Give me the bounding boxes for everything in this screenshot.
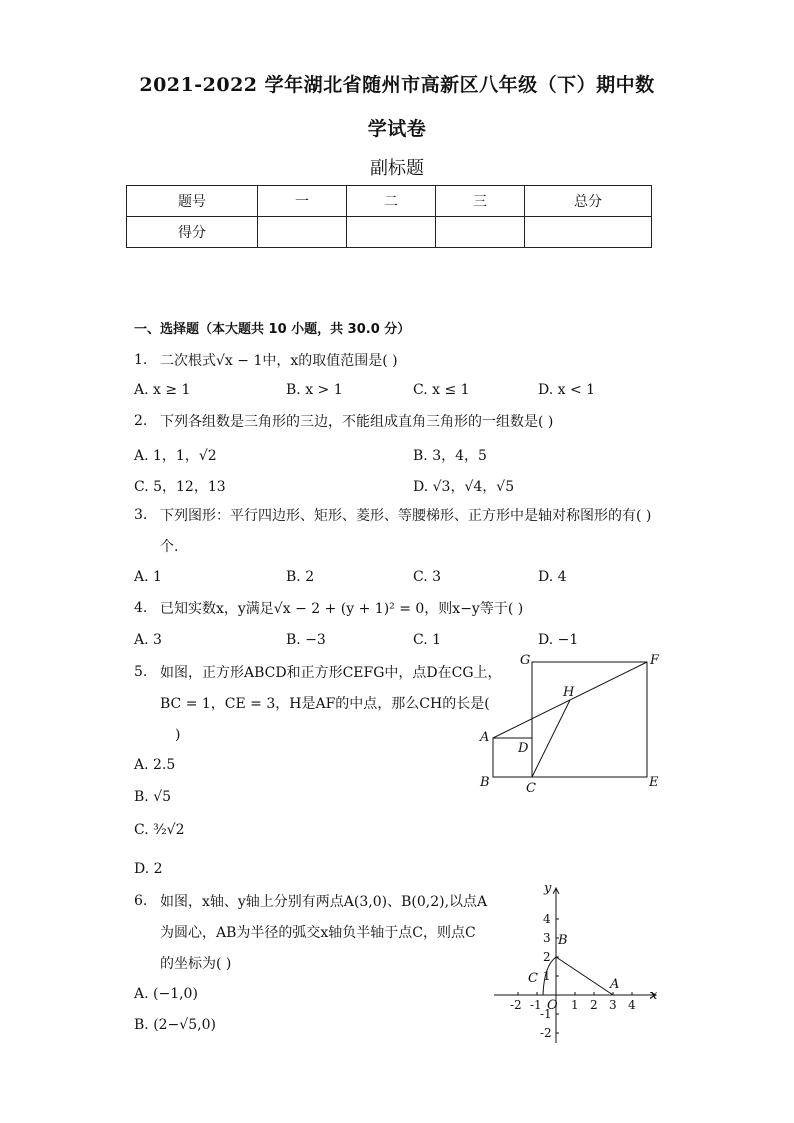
option: C. 3	[413, 569, 442, 585]
question-text: BC = 1，CE = 3，H是AF的中点，那么CH的长是(	[160, 696, 490, 712]
option: A. 1	[134, 569, 162, 585]
score-cell: 总分	[525, 186, 652, 217]
point-b-label: B	[558, 933, 568, 948]
y-tick-label: 3	[543, 931, 551, 945]
option: A. 3	[134, 632, 162, 648]
score-cell: 得分	[127, 217, 258, 248]
x-tick-label: -2	[510, 998, 522, 1012]
square-cefg	[532, 662, 647, 777]
point-a-label: A	[610, 977, 620, 992]
question-text: 二次根式√x − 1中，x的取值范围是( )	[160, 353, 398, 369]
question-text: 为圆心，AB为半径的弧交x轴负半轴于点C，则点C	[160, 925, 476, 941]
option: A. 1，1，√2	[134, 448, 217, 464]
score-cell: 三	[436, 186, 525, 217]
option: C. 5，12，13	[134, 479, 226, 495]
question-text: )	[175, 727, 181, 743]
score-table-header-row	[127, 186, 652, 217]
label-f: F	[650, 653, 660, 668]
x-tick-label: 1	[571, 998, 579, 1012]
option: B. 2	[286, 569, 315, 585]
x-axis-label: x	[650, 988, 658, 1003]
y-tick-label: 4	[543, 912, 551, 926]
x-tick-label: 3	[609, 998, 617, 1012]
score-cell-empty[interactable]	[525, 217, 652, 248]
q6-figure	[488, 878, 668, 1048]
label-a: A	[480, 730, 490, 745]
option: D. x < 1	[538, 382, 596, 398]
option: C. ³⁄₂√2	[134, 822, 185, 838]
label-e: E	[649, 775, 659, 790]
option: B. √5	[134, 789, 172, 805]
question-number: 1.	[134, 352, 148, 368]
option: A. x ≥ 1	[134, 382, 191, 398]
segment-ab	[556, 957, 613, 995]
question-text: 如图，x轴、y轴上分别有两点A(3,0)、B(0,2),以点A	[160, 894, 488, 910]
label-d: D	[518, 741, 529, 756]
segment-ch	[532, 700, 570, 777]
x-tick-label: 4	[628, 998, 636, 1012]
y-tick-label: -2	[540, 1026, 552, 1040]
option: A. (−1,0)	[134, 986, 198, 1002]
title-line-1: 2021-2022 学年湖北省随州市高新区八年级（下）期中数	[139, 74, 655, 96]
label-g: G	[520, 653, 531, 668]
q5-figure	[470, 650, 670, 800]
option: B. −3	[286, 632, 326, 648]
question-text: 已知实数x，y满足√x − 2 + (y + 1)² = 0，则x−y等于( )	[160, 601, 524, 617]
option: D. −1	[538, 632, 579, 648]
subtitle: 副标题	[370, 158, 424, 179]
x-tick-label: -1	[530, 998, 542, 1012]
question-text: 下列各组数是三角形的三边，不能组成直角三角形的一组数是( )	[160, 414, 554, 430]
y-tick-label: 1	[543, 969, 551, 983]
option: C. x ≤ 1	[413, 382, 470, 398]
option: B. (2−√5,0)	[134, 1017, 216, 1033]
x-tick-label: 2	[590, 998, 598, 1012]
label-h: H	[563, 685, 575, 700]
option: D. √3，√4，√5	[413, 479, 515, 495]
option: B. x > 1	[286, 382, 343, 398]
question-text: 的坐标为( )	[160, 956, 232, 972]
option: D. 4	[538, 569, 567, 585]
question-number: 4.	[134, 600, 148, 616]
question-number: 5.	[134, 664, 148, 680]
y-tick-label: -1	[540, 1007, 552, 1021]
y-axis-label: y	[544, 881, 552, 896]
score-table-score-row	[127, 217, 652, 248]
option: B. 3，4，5	[413, 448, 487, 464]
option: D. 2	[134, 861, 163, 877]
title-line-2: 学试卷	[367, 118, 427, 140]
score-cell: 一	[258, 186, 347, 217]
question-number: 3.	[134, 507, 148, 523]
label-c: C	[526, 781, 536, 796]
question-text: 下列图形：平行四边形、矩形、菱形、等腰梯形、正方形中是轴对称图形的有( )	[160, 508, 652, 524]
score-cell: 二	[347, 186, 436, 217]
score-cell-empty[interactable]	[347, 217, 436, 248]
score-cell-empty[interactable]	[258, 217, 347, 248]
score-cell-empty[interactable]	[436, 217, 525, 248]
label-b: B	[480, 775, 490, 790]
question-number: 2.	[134, 413, 148, 429]
section-heading: 一、选择题（本大题共 10 小题，共 30.0 分）	[134, 322, 411, 337]
point-c-label: C	[528, 971, 538, 986]
question-text: 如图，正方形ABCD和正方形CEFG中，点D在CG上，	[160, 665, 502, 681]
option: A. 2.5	[134, 757, 176, 773]
origin-label: O	[547, 998, 558, 1013]
option: C. 1	[413, 632, 442, 648]
score-table	[126, 185, 652, 248]
question-text: 个.	[160, 539, 179, 555]
y-tick-label: 2	[543, 950, 551, 964]
question-number: 6.	[134, 893, 148, 909]
score-cell: 题号	[127, 186, 258, 217]
